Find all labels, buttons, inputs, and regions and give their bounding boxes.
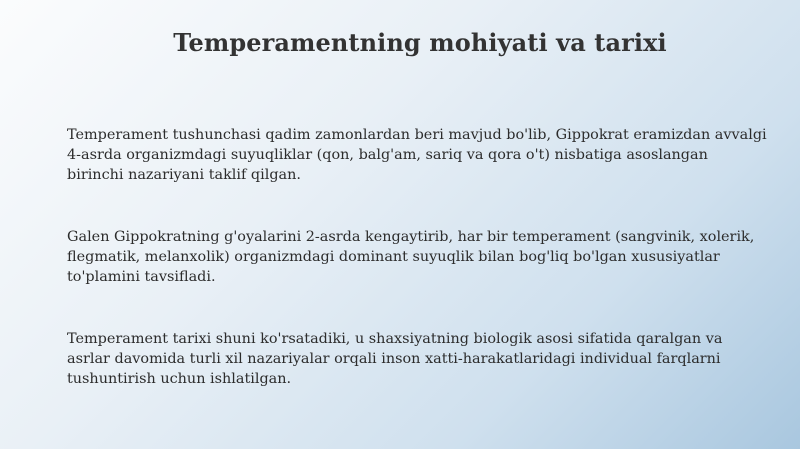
paragraph-hippocrates: Temperament tushunchasi qadim zamonlardan beri mavjud bo'lib, Gippokrat eramizdan avvalgi 4-asrda organizmdagi suyuqliklar (qon, balg'am, sariq va qora o't) nisbatiga asoslangan birinchi nazariyani taklif qilgan. bbox=[67, 127, 767, 183]
slide-title: Temperamentning mohiyati va tarixi bbox=[173, 28, 667, 57]
paragraph-history: Temperament tarixi shuni ko'rsatadiki, u shaxsiyatning biologik asosi sifatida qaralgan va asrlar davomida turli xil nazariyalar orqali inson xatti-harakatlaridagi individual farqlarni tushuntirish uchun ishlatilgan. bbox=[67, 331, 723, 387]
paragraph-galen: Galen Gippokratning g'oyalarini 2-asrda kengaytirib, har bir temperament (sangvinik, xolerik, flegmatik, melanxolik) organizmdagi dominant suyuqlik bilan bog'liq bo'lgan xususiyatlar to'plamini tavsifladi. bbox=[67, 229, 755, 285]
